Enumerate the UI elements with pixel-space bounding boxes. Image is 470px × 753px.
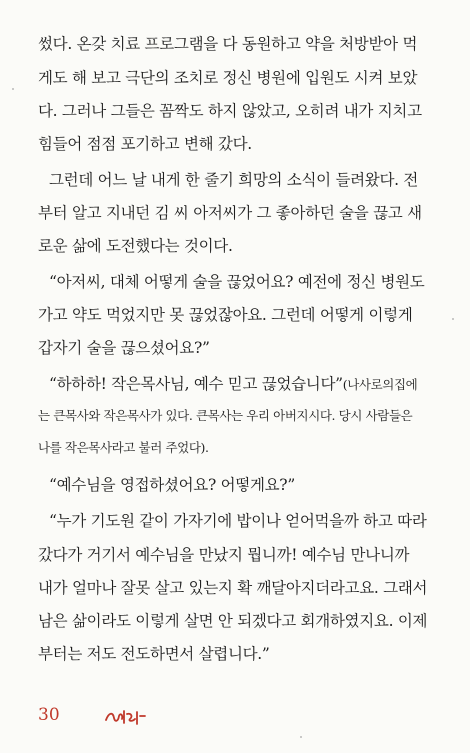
body-line: 가고 약도 먹었지만 못 끊었잖아요. 그런데 어떻게 이렇게 [38,306,413,324]
note-line: 나를 작은목사라고 불러 주었다). [38,440,209,455]
paper-speck [452,318,454,320]
body-line: “누가 기도원 같이 가자기에 밥이나 얻어먹을까 하고 따라 [49,512,427,530]
body-line: 다. 그러나 그들은 꼼짝도 하지 않았고, 오히려 내가 지치고 [38,102,422,120]
body-line: “아저씨, 대체 어떻게 술을 끊었어요? 예전에 정신 병원도 [49,273,425,291]
body-line: 내가 얼마나 잘못 살고 있는지 확 깨달아지더라고요. 그래서 [38,579,428,597]
body-line: 힘들어 점점 포기하고 변해 갔다. [38,135,252,153]
body-line: 썼다. 온갖 치료 프로그램을 다 동원하고 약을 처방받아 먹 [38,35,418,53]
footnote-inline: (나사로의집에 [342,377,418,392]
signature-logo-icon [104,707,148,727]
paper-speck [12,88,14,90]
note-line: 는 큰목사와 작은목사가 있다. 큰목사는 우리 아버지시다. 당시 사람들은 [38,408,413,423]
body-line: 로운 삶에 도전했다는 것이다. [38,237,233,255]
page-number: 30 [38,705,60,725]
body-line: “예수님을 영접하셨어요? 어떻게요?” [49,476,295,494]
body-line: 부터 알고 지내던 김 씨 아저씨가 그 좋아하던 술을 끊고 새 [38,204,422,222]
quote-text: “하하하! 작은목사님, 예수 믿고 끊었습니다” [49,375,343,393]
body-line: 그런데 어느 날 내게 한 줄기 희망의 소식이 들려왔다. 전 [49,171,419,189]
quote-line [49,374,438,395]
body-line: 남은 삶이라도 이렇게 살면 안 되겠다고 회개하였지요. 이제 [38,612,428,630]
paper-speck [300,736,302,738]
body-line: 게도 해 보고 극단의 조치로 정신 병원에 입원도 시켜 보았 [38,69,418,87]
body-line: 갑자기 술을 끊으셨어요?” [38,339,210,357]
body-line: 부터는 저도 전도하면서 살렵니다.” [38,645,270,663]
body-line: 갔다가 거기서 예수님을 만났지 뭡니까! 예수님 만나니까 [38,546,410,564]
